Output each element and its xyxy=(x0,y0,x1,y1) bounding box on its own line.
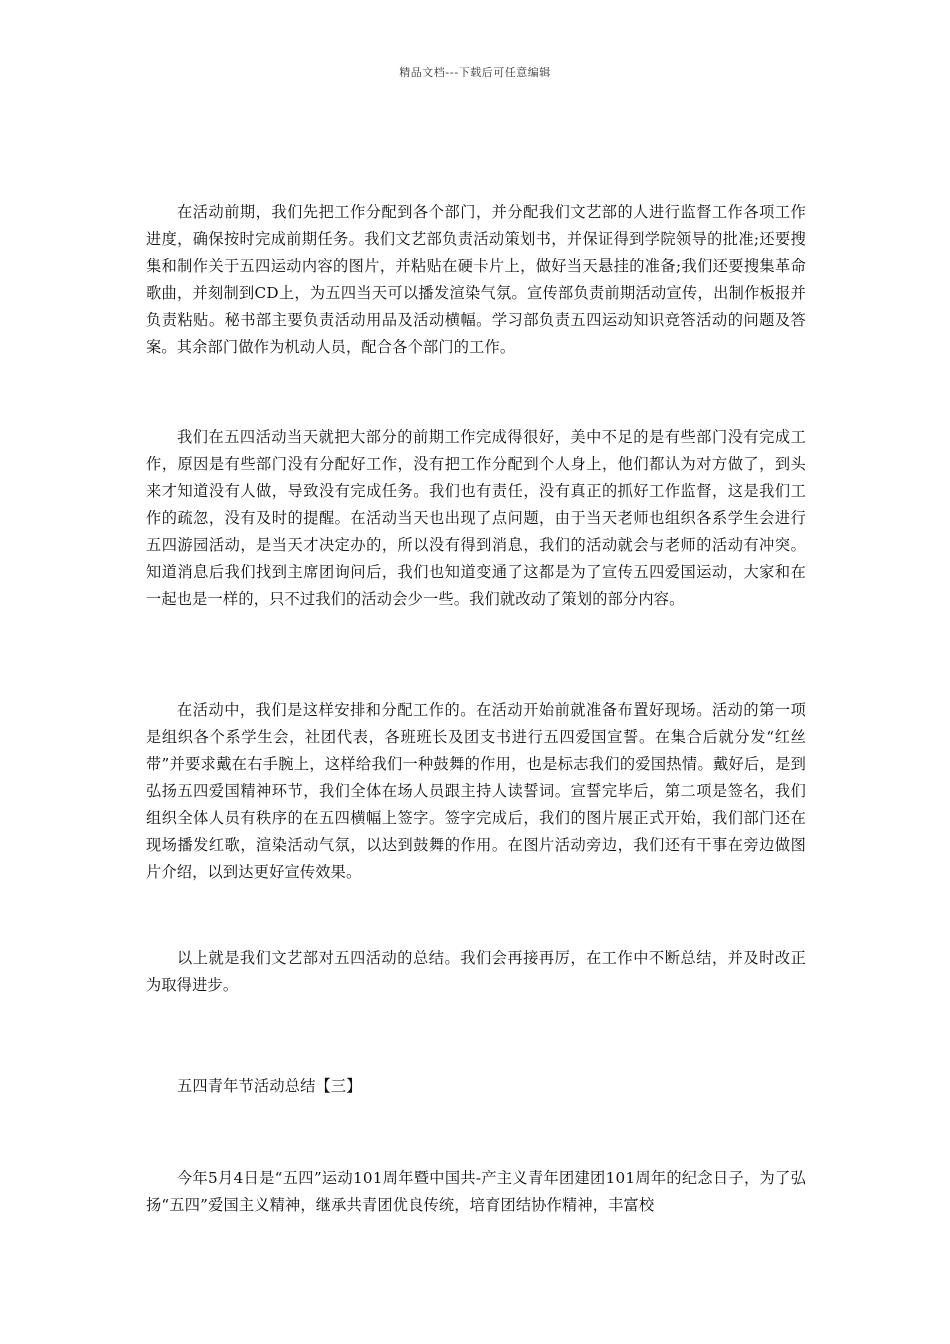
paragraph-pre-activity: 在活动前期，我们先把工作分配到各个部门，并分配我们文艺部的人进行监督工作各项工作进度，确保按时完成前期任务。我们文艺部负责活动策划书，并保证得到学院领导的批准;还要搜集和制作关于五四运动内容的图片，并粘贴在硬卡片上，做好当天悬挂的准备;我们还要搜集革命歌曲，并刻制到CD上，为五四当天可以播发渲染气氛。宣传部负责前期活动宣传，出制作板报并负责粘贴。秘书部主要负责活动用品及活动横幅。学习部负责五四运动知识竞答活动的问题及答案。其余部门做作为机动人员，配合各个部门的工作。 xyxy=(146,203,806,356)
page-header-note: 精品文档---下载后可任意编辑 xyxy=(399,66,551,79)
paragraph-activity-day: 我们在五四活动当天就把大部分的前期工作完成得很好，美中不足的是有些部门没有完成工作，原因是有些部门没有分配好工作，没有把工作分配到个人身上，他们都认为对方做了，到头来才知道没有人做，导致没有完成任务。我们也有责任，没有真正的抓好工作监督，这是我们工作的疏忽，没有及时的提醒。在活动当天也出现了点问题，由于当天老师也组织各系学生会进行五四游园活动，是当天才决定办的，所以没有得到消息，我们的活动就会与老师的活动有冲突。知道消息后我们找到主席团询问后，我们也知道变通了这都是为了宣传五四爱国运动，大家和在一起也是一样的，只不过我们的活动会少一些。我们就改动了策划的部分内容。 xyxy=(146,428,806,608)
paragraph-summary: 以上就是我们文艺部对五四活动的总结。我们会再接再厉，在工作中不断总结，并及时改正为取得进步。 xyxy=(146,949,806,994)
section-heading: 五四青年节活动总结【三】 xyxy=(177,1077,362,1095)
paragraph-during-activity: 在活动中，我们是这样安排和分配工作的。在活动开始前就准备布置好现场。活动的第一项是组织各个系学生会，社团代表，各班班长及团支书进行五四爱国宣誓。在集合后就分发“红丝带”并要求戴在右手腕上，这样给我们一种鼓舞的作用，也是标志我们的爱国热情。戴好后，是到弘扬五四爱国精神环节，我们全体在场人员跟主持人读誓词。宣誓完毕后，第二项是签名，我们组织全体人员有秩序的在五四横幅上签字。签字完成后，我们的图片展正式开始，我们部门还在现场播发红歌，渲染活动气氛，以达到鼓舞的作用。在图片活动旁边，我们还有干事在旁边做图片介绍，以到达更好宣传效果。 xyxy=(146,701,806,881)
paragraph-section-three-intro: 今年5月4日是“五四”运动101周年暨中国共-产主义青年团建团101周年的纪念日子，为了弘扬“五四”爱国主义精神，继承共青团优良传统，培育团结协作精神，丰富校 xyxy=(146,1169,806,1214)
